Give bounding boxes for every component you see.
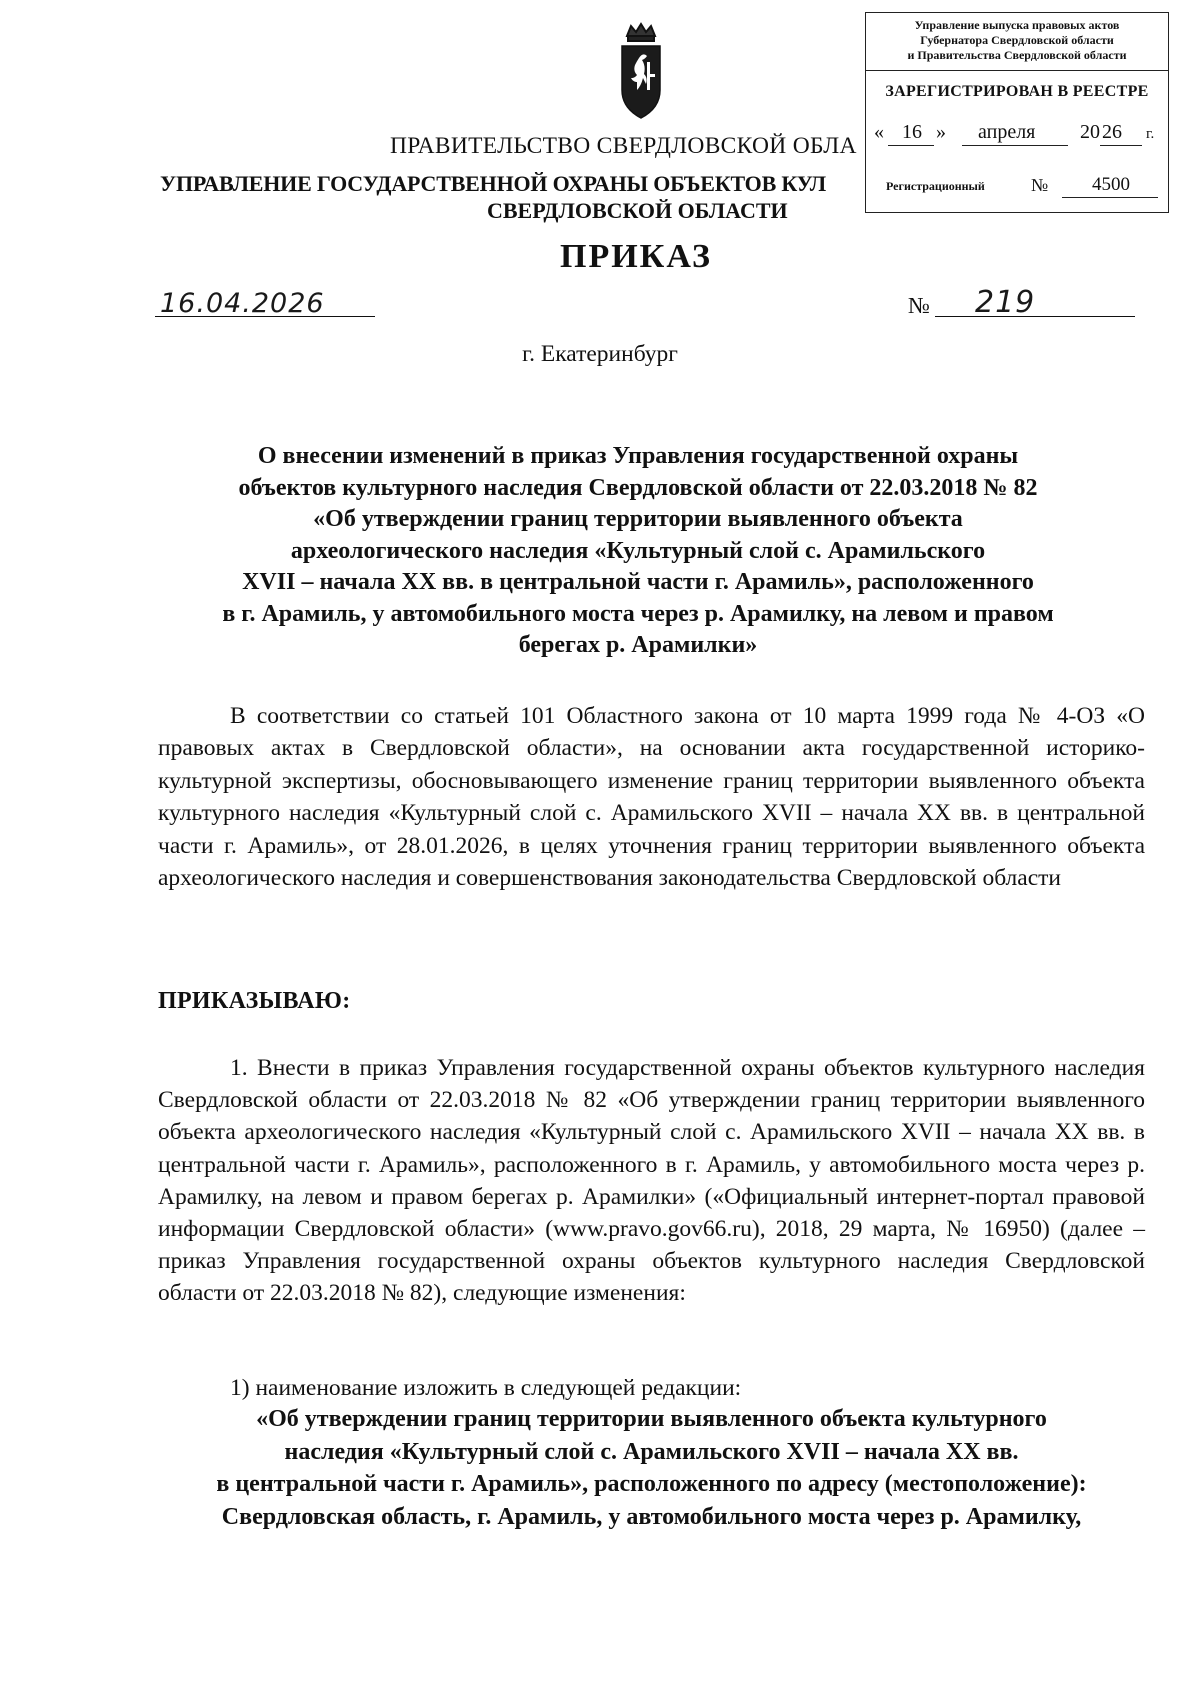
- stamp-year-prefix: 20: [1080, 121, 1100, 143]
- stamp-quote-open: «: [874, 121, 884, 143]
- stamp-day: 16: [902, 121, 922, 143]
- stamp-number: [886, 173, 1156, 201]
- stamp-number-value: 4500: [1092, 174, 1130, 195]
- title-line: в г. Арамиль, у автомобильного моста через р. Арамилку, на левом и правом: [222, 600, 1054, 627]
- title-line: «Об утверждении границ территории выявленного объекта: [313, 506, 963, 532]
- new-title-quote: [158, 1403, 1145, 1533]
- stamp-quote-close: »: [936, 121, 946, 143]
- stamp-number-label: Регистрационный: [886, 179, 985, 193]
- department-name-line: СВЕРДЛОВСКОЙ ОБЛАСТИ: [487, 198, 788, 223]
- new-title-line: «Об утверждении границ территории выявленного объекта культурного: [256, 1406, 1047, 1432]
- stamp-registered-label: ЗАРЕГИСТРИРОВАН В РЕЕСТРЕ: [885, 83, 1149, 100]
- handwritten-order-number: 219: [975, 285, 1036, 320]
- title-line: археологического наследия «Культурный слой с. Арамильского: [290, 537, 986, 564]
- stamp-year-suffix: 26: [1102, 121, 1122, 143]
- new-title-line: наследия «Культурный слой с. Арамильского XVII – начала XX вв.: [284, 1438, 1019, 1465]
- stamp-header-line: Губернатора Свердловской области: [920, 33, 1114, 47]
- preamble-paragraph: В соответствии со статьей 101 Областного закона от 10 марта 1999 года № 4-ОЗ «О правовых актах в Свердловской области», на основании акта государственной историко-культурной экспертизы, обосновывающего изменение границ территории выявленного объекта культурного наследия «Культурный слой с. Арамильского XVII – начала XX вв. в центральной части г. Арамиль», от 28.01.2026, в целях уточнения границ территории выявленного объекта археологического наследия и совершенствования законодательства Свердловской области: [158, 703, 1145, 892]
- subitem-1: 1) наименование изложить в следующей редакции:: [230, 1375, 742, 1401]
- government-name: ПРАВИТЕЛЬСТВО СВЕРДЛОВСКОЙ ОБЛА: [390, 133, 857, 159]
- registration-stamp: [865, 12, 1169, 213]
- item-1-paragraph: 1. Внести в приказ Управления государственной охраны объектов культурного наследия Свердловской области от 22.03.2018 № 82 «Об утверждении границ территории выявленного объекта археологического наследия «Культурный слой с. Арамильского XVII – начала XX вв. в центральной части г. Арамиль», расположенного в г. Арамиль, у автомобильного моста через р. Арамилку, на левом и правом берегах р. Арамилки» («Официальный интернет-портал правовой информации Свердловской области» (www.pravo.gov66.ru), 2018, 29 марта, № 16950) (далее – приказ Управления государственной охраны объектов культурного наследия Свердловской области от 22.03.2018 № 82), следующие изменения:: [158, 1055, 1145, 1307]
- stamp-header-line: Управление выпуска правовых актов: [914, 18, 1120, 32]
- new-title-line: в центральной части г. Арамиль», расположенного по адресу (местоположение):: [216, 1471, 1087, 1497]
- order-number-sign: №: [908, 293, 930, 318]
- new-title-line: Свердловская область, г. Арамиль, у автомобильного моста через р. Арамилку,: [221, 1503, 1082, 1530]
- number-underline: [935, 316, 1135, 317]
- city: г. Екатеринбург: [522, 341, 678, 367]
- handwritten-date: 16.04.2026: [160, 288, 325, 319]
- stamp-header-line: и Правительства Свердловской области: [907, 48, 1127, 62]
- stamp-number-sign: №: [1031, 175, 1049, 195]
- document-title: [158, 441, 1118, 662]
- document-type: ПРИКАЗ: [560, 238, 712, 275]
- title-line: берегах р. Арамилки»: [518, 632, 758, 658]
- title-line: О внесении изменений в приказ Управления государственной охраны: [257, 443, 1019, 469]
- department-name-line: УПРАВЛЕНИЕ ГОСУДАРСТВЕННОЙ ОХРАНЫ ОБЪЕКТОВ КУЛ: [160, 171, 826, 196]
- title-line: объектов культурного наследия Свердловской области от 22.03.2018 № 82: [238, 474, 1038, 501]
- title-line: XVII – начала XX вв. в центральной части г. Арамиль», расположенного: [242, 569, 1034, 595]
- stamp-month: апреля: [978, 121, 1036, 143]
- coat-of-arms-icon: [617, 22, 665, 122]
- orders-heading: ПРИКАЗЫВАЮ:: [158, 988, 351, 1014]
- date-underline: [155, 316, 375, 317]
- stamp-date: [874, 121, 1164, 147]
- stamp-year-unit: г.: [1146, 126, 1155, 142]
- stamp-header: [866, 13, 1168, 71]
